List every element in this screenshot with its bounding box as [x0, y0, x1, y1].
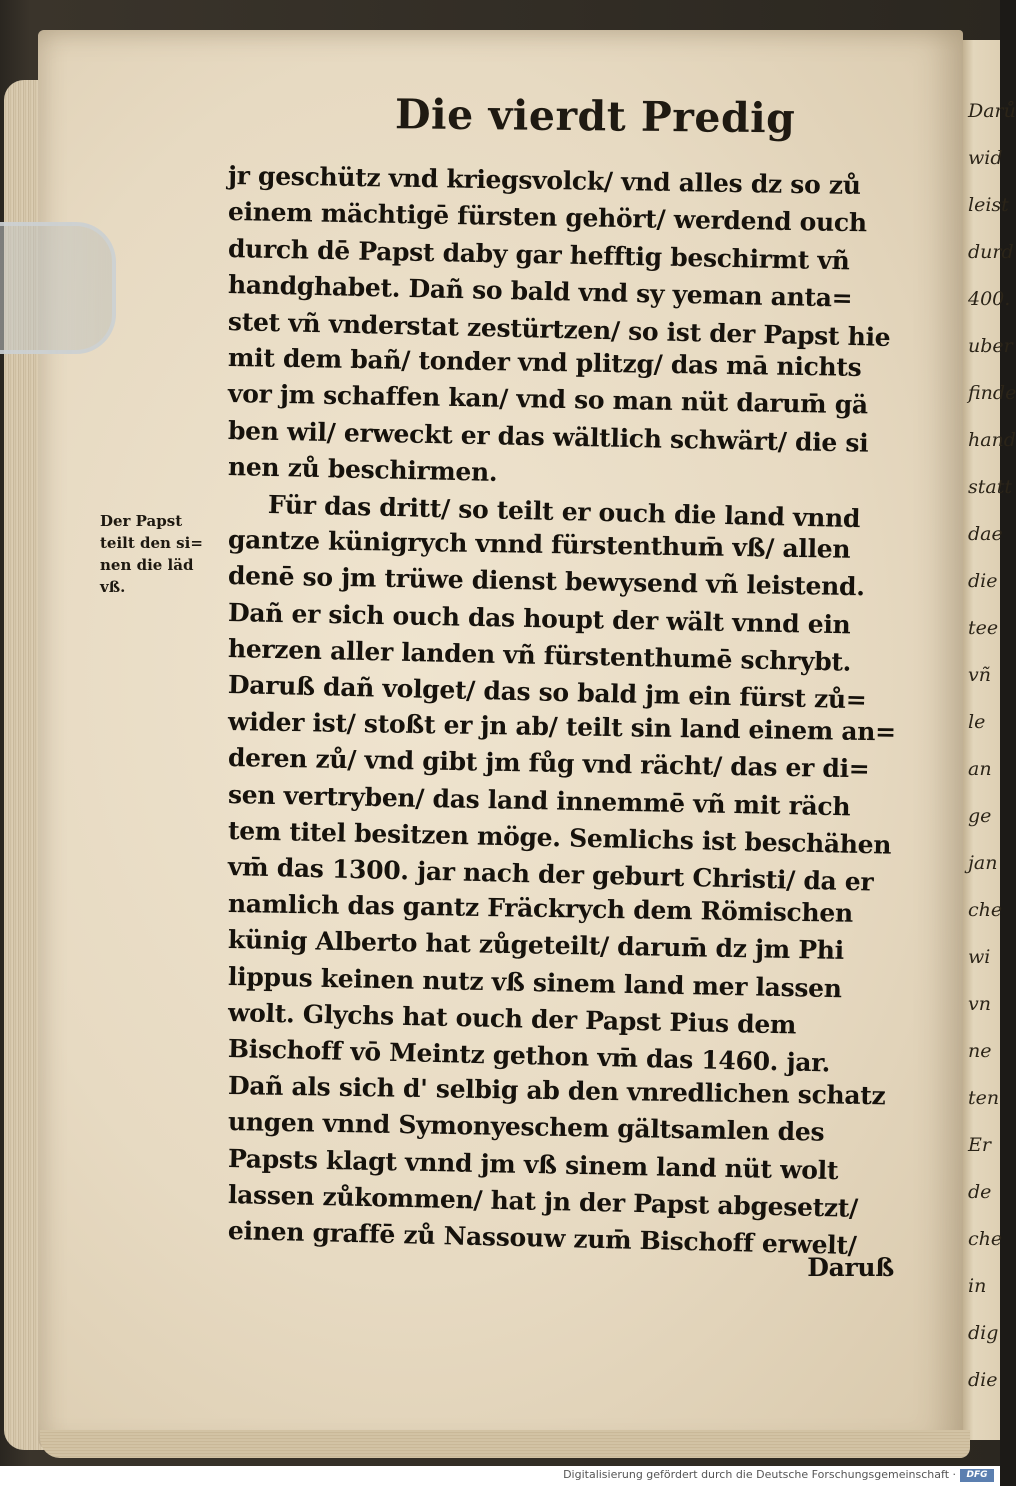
facing-page-fragment: Darů	[968, 100, 1016, 122]
body-text	[228, 158, 900, 1286]
text-line: handghabet. Dañ so bald vnd sy yeman anta=	[227, 270, 853, 313]
text-line: künig Alberto hat zůgeteilt/ darum̄ dz jm Phi	[227, 925, 845, 966]
facing-page-fragment: de	[968, 1181, 992, 1203]
text-line: deren zů/ vnd gibt jm fůg vnd rächt/ das er di=	[227, 743, 870, 784]
facing-page-fragment: die	[968, 570, 998, 592]
catchword: Daruß	[807, 1252, 894, 1282]
text-line: tem titel besitzen möge. Semlichs ist beschähen	[227, 816, 892, 860]
margin-note-line: teilt den si=	[100, 534, 203, 552]
bottom-page-edges	[40, 1430, 970, 1458]
text-line: wolt. Glychs hat ouch der Papst Pius dem	[227, 997, 797, 1040]
facing-page-fragment: leist	[968, 194, 1009, 216]
text-line: lippus keinen nutz vß sinem land mer lassen	[227, 961, 842, 1003]
margin-note-line: nen die läd	[100, 556, 194, 574]
facing-page-fragment: durd	[968, 241, 1014, 263]
text-line: Dañ als sich d' selbig ab den vnredlichen schatz	[227, 1070, 886, 1111]
margin-note	[100, 510, 230, 598]
footer-credit: Digitalisierung gefördert durch die Deutsche Forschungsgemeinschaft ·	[563, 1468, 956, 1481]
facing-page-fragment: dig	[968, 1322, 999, 1344]
facing-page-fragment: vñ	[968, 664, 991, 686]
text-line: sen vertryben/ das land innemmē vñ mit räch	[227, 779, 851, 822]
facing-page-fragment: vn	[968, 993, 991, 1015]
facing-page-fragment: uber	[968, 335, 1013, 357]
margin-note-line: vß.	[100, 578, 126, 596]
facing-page-fragment: dae	[968, 523, 1003, 545]
facing-page-fragment: Er	[968, 1134, 991, 1156]
text-line: einem mächtigē fürsten gehört/ werdend ouch	[227, 197, 867, 238]
facing-page-fragment: die	[968, 1369, 998, 1391]
footer-bar	[0, 1466, 1000, 1486]
text-line: Bischoff vō Meintz gethon vm̄ das 1460. jar.	[227, 1034, 831, 1078]
book-clip	[0, 222, 116, 354]
facing-page-fragment: an	[968, 758, 992, 780]
text-line: mit dem bañ/ tonder vnd plitzg/ das mā nichts	[227, 342, 862, 382]
dfg-logo: DFG	[960, 1469, 994, 1482]
facing-page-fragment: ne	[968, 1040, 992, 1062]
facing-page-fragment: ge	[968, 805, 992, 827]
text-line: Daruß dañ volget/ das so bald jm ein fürst zů=	[227, 670, 867, 715]
text-line: jr geschütz vnd kriegsvolck/ vnd alles dz so zů	[227, 161, 861, 200]
text-line: ben wil/ erweckt er das wältlich schwärt/ die si	[227, 415, 869, 458]
facing-page-strip	[962, 40, 1016, 1440]
facing-page-fragment: wid	[968, 147, 1003, 169]
text-line: Papsts klagt vnnd jm vß sinem land nüt wolt	[227, 1143, 839, 1185]
text-line: nen zů beschirmen.	[227, 452, 498, 488]
text-line: namlich das gantz Fräckrych dem Römischen	[227, 888, 854, 928]
text-line: herzen aller landen vñ fürstenthumē schrybt.	[227, 634, 852, 677]
facing-page-fragment: che	[968, 1228, 1003, 1250]
text-line: Für das dritt/ so teilt er ouch die land vnnd	[267, 489, 861, 533]
facing-page-fragment: ten	[968, 1087, 1000, 1109]
facing-page-fragment: jan	[968, 852, 998, 874]
facing-page-fragment: in	[968, 1275, 987, 1297]
text-line: wider ist/ stoßt er jn ab/ teilt sin land einem an=	[227, 706, 897, 747]
text-line: durch dē Papst daby gar hefftig beschirmt vñ	[227, 233, 850, 276]
running-title: Die vierdt Predig	[394, 90, 796, 143]
facing-page-fragment: hand	[968, 429, 1016, 451]
text-line: vm̄ das 1300. jar nach der geburt Christi/ da er	[227, 852, 874, 897]
text-line: einen graffē zů Nassouw zum̄ Bischoff erwelt/	[227, 1216, 857, 1261]
facing-page-fragment: che	[968, 899, 1003, 921]
facing-page-fragment: tee	[968, 617, 999, 639]
text-line: denē so jm trüwe dienst bewysend vñ leistend.	[227, 561, 865, 602]
text-line: ungen vnnd Symonyeschem gältsamlen des	[227, 1107, 825, 1147]
text-line: gantze künigrych vnnd fürstenthum̄ vß/ allen	[227, 524, 851, 564]
facing-page-fragment: 400.	[968, 288, 1011, 310]
facing-page-fragment: finde	[968, 382, 1016, 404]
text-line: stet vñ vnderstat zestürtzen/ so ist der Papst hie	[227, 306, 891, 352]
margin-note-line: Der Papst	[100, 512, 183, 530]
text-line: vor jm schaffen kan/ vnd so man nüt darum̄ gä	[227, 379, 869, 420]
facing-page-fragment: le	[968, 711, 986, 733]
text-line: Dañ er sich ouch das houpt der wält vnnd ein	[227, 597, 851, 640]
text-line: lassen zůkommen/ hat jn der Papst abgesetzt/	[227, 1179, 859, 1223]
facing-page-fragment: statt	[968, 476, 1012, 498]
facing-page-fragment: wi	[968, 946, 991, 968]
